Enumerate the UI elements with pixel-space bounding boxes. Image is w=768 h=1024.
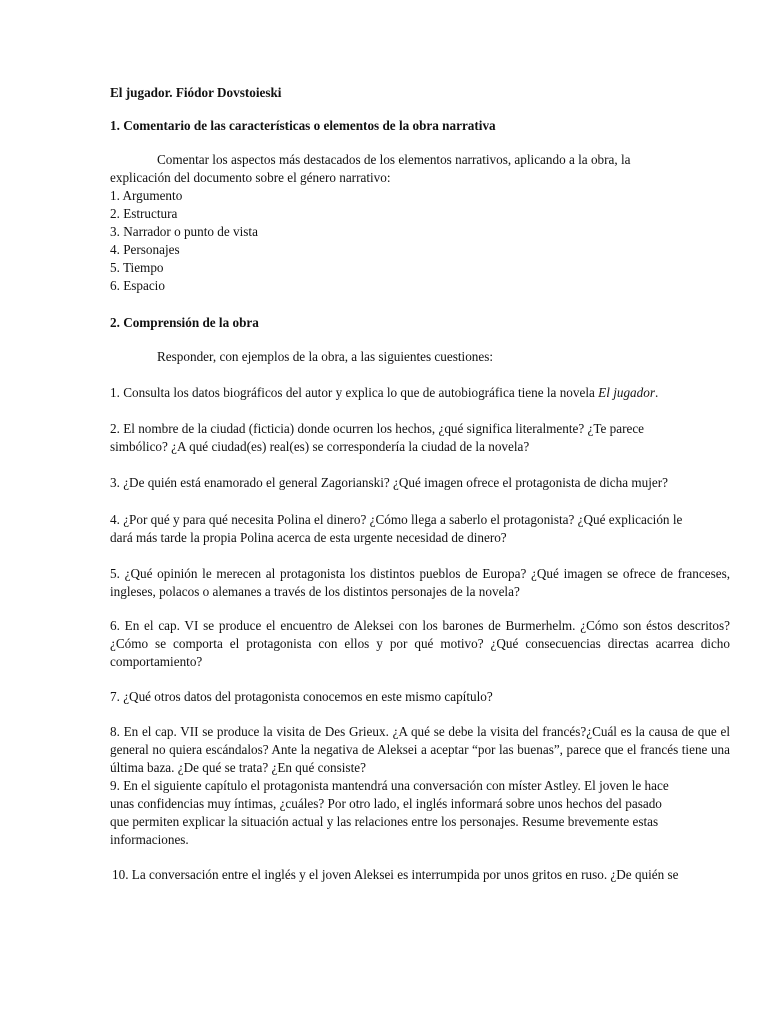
list-item: 1. Argumento [110,188,183,203]
question-4-line2: dará más tarde la propia Polina acerca de esta urgente necesidad de dinero? [110,530,507,545]
question-3: 3. ¿De quién está enamorado el general Zagorianski? ¿Qué imagen ofrece el protagonista de dicha mujer? [110,475,669,490]
section2-intro: Responder, con ejemplos de la obra, a las siguientes cuestiones: [157,349,494,364]
list-item: 5. Tiempo [110,260,164,275]
elements-list [110,187,730,295]
section1-intro-line2: explicación del documento sobre el género narrativo: [110,170,391,185]
question-2-line2: simbólico? ¿A qué ciudad(es) real(es) se correspondería la ciudad de la novela? [110,439,530,454]
question-4-line1: 4. ¿Por qué y para qué necesita Polina el dinero? ¿Cómo llega a saberlo el protagonista? ¿Qué explicación le [110,512,683,527]
section1-intro-line1: Comentar los aspectos más destacados de los elementos narrativos, aplicando a la obra, la [157,152,631,167]
question-1-text: 1. Consulta los datos biográficos del autor y explica lo que de autobiográfica tiene la novela [110,385,599,400]
question-9-line2: unas confidencias muy íntimas, ¿cuáles? Por otro lado, el inglés informará sobre unos hechos del pasado [110,796,662,811]
question-8: 8. En el cap. VII se produce la visita de Des Grieux. ¿A qué se debe la visita del francés?¿Cuál es la causa de que el general no quiera escándalos? Ante la negativa de Aleksei a aceptar “por las buenas”, parece que el francés tiene una última baza. ¿De qué se trata? ¿En qué consiste? [110,724,730,775]
question-1-end: . [654,385,659,400]
question-1 [110,384,730,402]
question-5: 5. ¿Qué opinión le merecen al protagonista los distintos pueblos de Europa? ¿Qué imagen se ofrece de franceses, ingleses, polacos o alemanes a través de los distintos personajes de la novela? [110,566,730,599]
list-item: 2. Estructura [110,206,178,221]
section2-heading: 2. Comprensión de la obra [110,315,259,330]
question-2-line1: 2. El nombre de la ciudad (ficticia) donde ocurren los hechos, ¿qué significa literalmente? ¿Te parece [110,421,645,436]
document-title: El jugador. Fiódor Dovstoieski [110,85,282,100]
question-9-line1: 9. En el siguiente capítulo el protagonista mantendrá una conversación con míster Astley. El joven le hace [110,778,669,793]
question-6: 6. En el cap. VI se produce el encuentro de Aleksei con los barones de Burmerhelm. ¿Cómo son éstos descritos? ¿Cómo se comporta el protagonista con ellos y por qué motivo? ¿Qué consecuencias directas acarrea dicho comportamiento? [110,618,730,669]
list-item: 4. Personajes [110,242,180,257]
novel-title: El jugador [598,385,655,400]
question-9-line3: que permiten explicar la situación actual y las relaciones entre los personajes. Resume brevemente estas [110,814,659,829]
list-item: 3. Narrador o punto de vista [110,224,258,239]
section1-heading: 1. Comentario de las características o elementos de la obra narrativa [110,118,496,133]
question-7: 7. ¿Qué otros datos del protagonista conocemos en este mismo capítulo? [110,689,493,704]
question-10: 10. La conversación entre el inglés y el joven Aleksei es interrumpida por unos gritos en ruso. ¿De quién se [112,867,679,882]
list-item: 6. Espacio [110,278,165,293]
question-9-line4: informaciones. [110,832,189,847]
